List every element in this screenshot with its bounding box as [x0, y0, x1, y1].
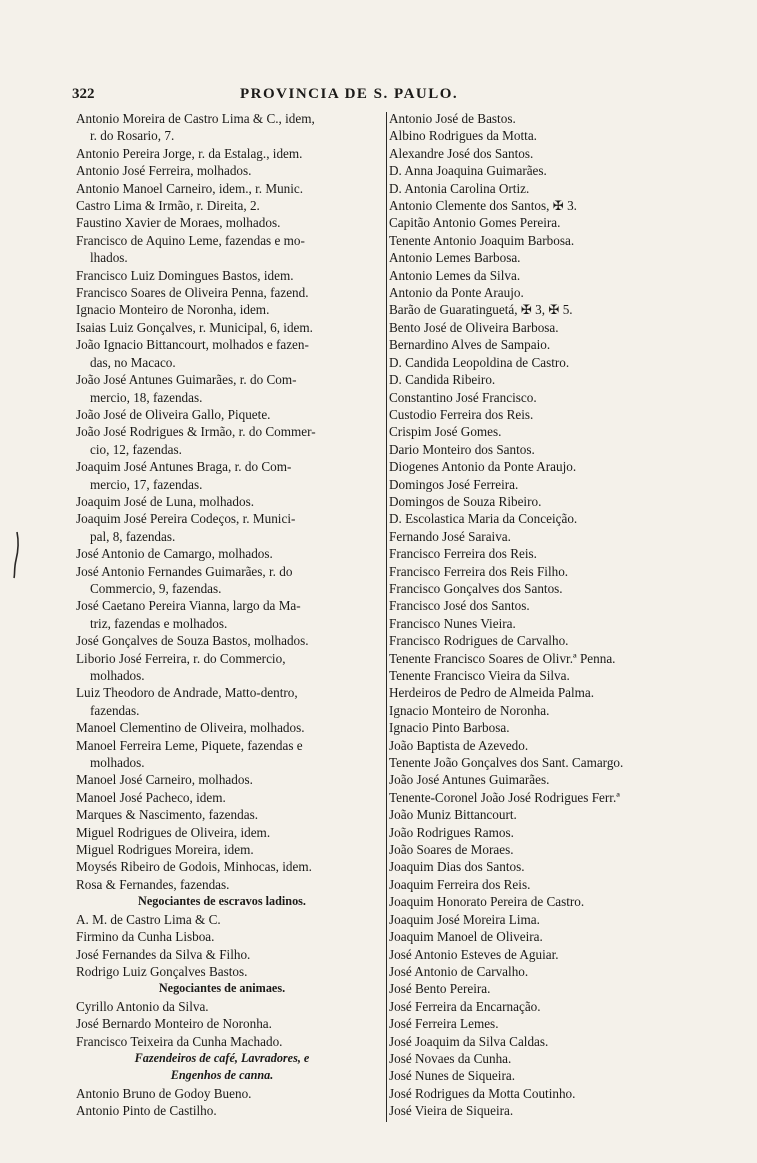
directory-entry: Alexandre José dos Santos. — [389, 145, 534, 161]
directory-entry: José Antonio de Camargo, molhados. — [76, 546, 273, 562]
directory-entry: João Muniz Bittancourt. — [389, 807, 517, 823]
directory-entry: Joaquim Ferreira dos Reis. — [389, 876, 531, 892]
directory-entry: Francisco Soares de Oliveira Penna, fazend. — [76, 285, 309, 301]
directory-entry: José Bento Pereira. — [389, 981, 491, 997]
directory-entry: Miguel Rodrigues de Oliveira, idem. — [76, 824, 271, 840]
directory-entry: Capitão Antonio Gomes Pereira. — [389, 215, 561, 231]
page-title: PROVINCIA DE S. PAULO. — [240, 86, 459, 102]
directory-entry: Bernardino Alves de Sampaio. — [389, 337, 551, 353]
page-number: 322 — [72, 86, 95, 102]
directory-entry: Antonio José de Bastos. — [389, 111, 516, 126]
directory-entry: José Rodrigues da Motta Coutinho. — [389, 1085, 576, 1101]
directory-entry: D. Candida Ribeiro. — [389, 372, 496, 388]
column-divider — [386, 112, 387, 1122]
margin-ink-mark — [12, 530, 22, 580]
directory-entry: Domingos de Souza Ribeiro. — [389, 493, 542, 509]
directory-entry: José Novaes da Cunha. — [389, 1050, 512, 1066]
directory-entry: fazendas. — [90, 702, 140, 718]
section-heading: Engenhos de canna. — [170, 1068, 274, 1083]
directory-entry: D. Escolastica Maria da Conceição. — [389, 511, 578, 527]
directory-entry: José Nunes de Siqueira. — [389, 1068, 515, 1084]
directory-entry: Antonio José Ferreira, molhados. — [76, 163, 252, 179]
directory-entry: José Caetano Pereira Vianna, largo da Ma- — [76, 598, 301, 614]
directory-entry: Custodio Ferreira dos Reis. — [389, 406, 534, 422]
section-heading: Negociantes de escravos ladinos. — [138, 894, 306, 909]
directory-entry: Joaquim Honorato Pereira de Castro. — [389, 894, 585, 910]
directory-entry: mercio, 17, fazendas. — [90, 476, 203, 492]
directory-entry: Ignacio Monteiro de Noronha, idem. — [76, 302, 270, 318]
directory-entry: Luiz Theodoro de Andrade, Matto-dentro, — [76, 685, 298, 701]
directory-entry: José Bernardo Monteiro de Noronha. — [76, 1016, 272, 1032]
directory-entry: João Soares de Moraes. — [389, 842, 514, 858]
directory-entry: D. Anna Joaquina Guimarães. — [389, 163, 547, 179]
directory-entry: cio, 12, fazendas. — [90, 441, 182, 457]
directory-entry: José Joaquim da Silva Caldas. — [389, 1033, 549, 1049]
directory-entry: Tenente-Coronel João José Rodrigues Ferr.ª — [389, 789, 620, 805]
directory-entry: José Ferreira da Encarnação. — [389, 998, 541, 1014]
section-heading: Negociantes de animaes. — [158, 981, 286, 996]
directory-entry: Ignacio Pinto Barbosa. — [389, 720, 510, 736]
directory-entry: Francisco Teixeira da Cunha Machado. — [76, 1033, 283, 1049]
directory-entry: lhados. — [90, 250, 128, 266]
directory-entry: Crispim José Gomes. — [389, 424, 502, 440]
directory-entry: Fernando José Saraiva. — [389, 528, 511, 544]
directory-entry: José Ferreira Lemes. — [389, 1016, 499, 1032]
directory-entry: Antonio Pinto de Castilho. — [76, 1103, 217, 1119]
directory-entry: triz, fazendas e molhados. — [90, 615, 228, 631]
directory-entry: Antonio da Ponte Araujo. — [389, 285, 524, 301]
directory-entry: Joaquim Dias dos Santos. — [389, 859, 525, 875]
directory-entry: João José Antunes Guimarães. — [389, 772, 550, 788]
directory-entry: r. do Rosario, 7. — [90, 128, 175, 144]
directory-entry: Antonio Lemes Barbosa. — [389, 250, 521, 266]
directory-entry: João José Antunes Guimarães, r. do Com- — [76, 372, 297, 388]
directory-entry: Francisco Ferreira dos Reis Filho. — [389, 563, 569, 579]
directory-entry: José Fernandes da Silva & Filho. — [76, 946, 251, 962]
directory-entry: João Ignacio Bittancourt, molhados e fazen- — [76, 337, 309, 353]
directory-entry: Moysés Ribeiro de Godois, Minhocas, idem. — [76, 859, 312, 875]
directory-entry: Rodrigo Luiz Gonçalves Bastos. — [76, 963, 248, 979]
directory-entry: José Antonio de Carvalho. — [389, 963, 529, 979]
directory-entry: Herdeiros de Pedro de Almeida Palma. — [389, 685, 595, 701]
directory-entry: João Baptista de Azevedo. — [389, 737, 529, 753]
directory-entry: pal, 8, fazendas. — [90, 528, 176, 544]
directory-entry: Tenente Francisco Soares de Olivr.ª Penna. — [389, 650, 616, 666]
running-head — [72, 86, 542, 108]
directory-entry: Joaquim José de Luna, molhados. — [76, 493, 255, 509]
directory-entry: Diogenes Antonio da Ponte Araujo. — [389, 459, 577, 475]
directory-entry: Antonio Clemente dos Santos, ✠ 3. — [389, 198, 577, 214]
directory-entry: Antonio Bruno de Godoy Bueno. — [76, 1085, 252, 1101]
directory-entry: D. Antonia Carolina Ortiz. — [389, 180, 530, 196]
directory-entry: Antonio Lemes da Silva. — [389, 267, 521, 283]
directory-entry: Tenente Francisco Vieira da Silva. — [389, 668, 570, 683]
directory-entry: Francisco José dos Santos. — [389, 598, 530, 614]
left-column — [76, 110, 386, 1120]
directory-entry: Dario Monteiro dos Santos. — [389, 441, 535, 457]
right-column — [389, 110, 714, 1120]
directory-entry: Domingos José Ferreira. — [389, 476, 519, 492]
directory-entry: molhados. — [90, 755, 145, 771]
directory-entry: Barão de Guaratinguetá, ✠ 3, ✠ 5. — [389, 302, 573, 318]
section-heading: Fazendeiros de café, Lavradores, e — [134, 1050, 310, 1065]
directory-entry: Francisco Gonçalves dos Santos. — [389, 580, 563, 596]
directory-entry: Manoel José Carneiro, molhados. — [76, 772, 253, 788]
directory-entry: Marques & Nascimento, fazendas. — [76, 807, 258, 823]
directory-entry: molhados. — [90, 668, 145, 683]
directory-entry: Joaquim José Pereira Codeços, r. Munici- — [76, 511, 296, 527]
directory-entry: Bento José de Oliveira Barbosa. — [389, 319, 559, 335]
directory-entry: Joaquim José Antunes Braga, r. do Com- — [76, 459, 292, 475]
directory-entry: Rosa & Fernandes, fazendas. — [76, 876, 230, 892]
directory-entry: João Rodrigues Ramos. — [389, 824, 514, 840]
directory-entry: Cyrillo Antonio da Silva. — [76, 998, 209, 1014]
directory-entry: Antonio Moreira de Castro Lima & C., idem, — [76, 111, 315, 126]
directory-entry: Castro Lima & Irmão, r. Direita, 2. — [76, 198, 260, 214]
directory-entry: João José Rodrigues & Irmão, r. do Commer- — [76, 424, 316, 440]
directory-entry: Tenente Antonio Joaquim Barbosa. — [389, 232, 575, 248]
directory-entry: Manoel José Pacheco, idem. — [76, 789, 226, 805]
directory-entry: Manoel Ferreira Leme, Piquete, fazendas e — [76, 737, 303, 753]
directory-entry: mercio, 18, fazendas. — [90, 389, 203, 405]
directory-entry: Liborio José Ferreira, r. do Commercio, — [76, 650, 286, 666]
directory-entry: Constantino José Francisco. — [389, 389, 537, 405]
directory-entry: Francisco Nunes Vieira. — [389, 615, 516, 631]
directory-entry: Firmino da Cunha Lisboa. — [76, 929, 215, 945]
directory-entry: Faustino Xavier de Moraes, molhados. — [76, 215, 281, 231]
directory-entry: João José de Oliveira Gallo, Piquete. — [76, 406, 271, 422]
directory-entry: Miguel Rodrigues Moreira, idem. — [76, 842, 254, 858]
directory-entry: Albino Rodrigues da Motta. — [389, 128, 537, 144]
directory-entry: Francisco Ferreira dos Reis. — [389, 546, 537, 562]
directory-entry: Antonio Manoel Carneiro, idem., r. Munic. — [76, 180, 304, 196]
directory-entry: José Antonio Fernandes Guimarães, r. do — [76, 563, 293, 579]
directory-entry: Antonio Pereira Jorge, r. da Estalag., idem. — [76, 145, 303, 161]
directory-entry: Commercio, 9, fazendas. — [90, 580, 222, 596]
directory-entry: Ignacio Monteiro de Noronha. — [389, 702, 550, 718]
directory-entry: José Gonçalves de Souza Bastos, molhados. — [76, 633, 309, 649]
directory-entry: A. M. de Castro Lima & C. — [76, 911, 221, 927]
directory-entry: Francisco de Aquino Leme, fazendas e mo- — [76, 232, 305, 248]
directory-entry: José Vieira de Siqueira. — [389, 1103, 514, 1119]
directory-entry: D. Candida Leopoldina de Castro. — [389, 354, 570, 370]
directory-entry: Francisco Luiz Domingues Bastos, idem. — [76, 267, 294, 283]
directory-entry: José Antonio Esteves de Aguiar. — [389, 946, 559, 962]
directory-entry: Joaquim Manoel de Oliveira. — [389, 929, 543, 945]
directory-entry: Manoel Clementino de Oliveira, molhados. — [76, 720, 305, 736]
directory-entry: das, no Macaco. — [90, 354, 176, 370]
directory-entry: Isaias Luiz Gonçalves, r. Municipal, 6, idem. — [76, 319, 313, 335]
directory-entry: Joaquim José Moreira Lima. — [389, 911, 540, 927]
directory-entry: Francisco Rodrigues de Carvalho. — [389, 633, 569, 649]
directory-entry: Tenente João Gonçalves dos Sant. Camargo. — [389, 755, 624, 771]
